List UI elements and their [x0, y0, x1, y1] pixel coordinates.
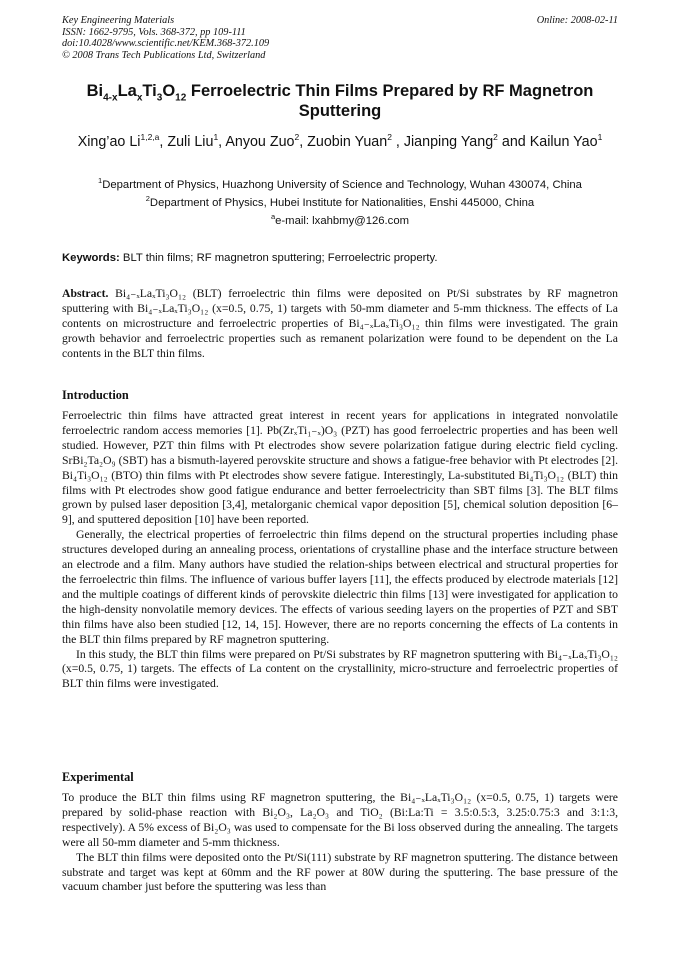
author: Anyou Zuo — [225, 134, 295, 150]
journal-header — [62, 15, 618, 61]
section-heading-experimental: Experimental — [62, 770, 134, 784]
author: Jianping Yang — [403, 134, 494, 150]
affiliation-2: $^2$Department of Physics, Hubei Institute for Nationalities, Enshi 445000, China — [145, 194, 535, 209]
journal-name: Key Engineering Materials — [62, 15, 175, 26]
paragraph: To produce the BLT thin films using RF magnetron sputtering, the Bi₄₋ₓLaₓTi₃O₁₂ (x=0.5, 0.75, 1) targets were prepared by solid-phase reaction with Bi₂O₃, La₂O₃ and TiO₂ (Bi:La:Ti = 3.5:0.5:3, 3.25:0.75:3 and 3:1:3, respectively). A 5% excess of Bi₂O₃ was used to compensate for the Bi loss observed during the annealing. The targets were all 50-mm diameter and 5-mm thickness. — [62, 791, 618, 849]
introduction-body — [62, 409, 618, 692]
author: Xing’ao Li — [77, 134, 141, 150]
abstract — [62, 287, 618, 362]
paper-title: $Bi_{4-x}La_xTi_3O_{12}$ Ferroelectric Thin Films Prepared by RF Magnetron Sputtering — [86, 82, 594, 120]
paragraph: The BLT thin films were deposited onto the Pt/Si(111) substrate by RF magnetron sputtering. The distance between substrate and target was kept at 60mm and the RF power at 80W during the sputtering. The base pressure of the vacuum chamber just before the sputtering was less than — [62, 850, 618, 894]
paragraph: In this study, the BLT thin films were prepared on Pt/Si substrates by RF magnetron sputtering with Bi₄₋ₓLaₓTi₃O₁₂ (x=0.5, 0.75, 1) targets. The effects of La content on the crystallinity, micro-structure and ferroelectric properties of BLT thin films were investigated. — [62, 647, 618, 691]
author-list: Xing’ao Li$^{1,2,a}$, Zuli Liu$^1$, Anyou Zuo$^2$, Zuobin Yuan$^2$ , Jianping Yang$^2$ and Kailun Yao$^1$ — [77, 132, 603, 150]
issn-line: ISSN: 1662-9795, Vols. 368-372, pp 109-111 — [62, 26, 246, 38]
author: Zuli Liu — [167, 134, 214, 150]
experimental-body — [62, 791, 618, 895]
author: Zuobin Yuan — [307, 134, 388, 150]
keywords-label: Keywords: — [62, 252, 120, 264]
abstract-text: Bi₄₋ₓLaₓTi₃O₁₂ (BLT) ferroelectric thin films were deposited on Pt/Si substrates by RF magnetron sputtering with Bi₄₋ₓLaₓTi₃O₁₂ (x=0.5, 0.75, 1) targets with 50-mm diameter and 5-mm thickness. The effects of La contents on microstructure and ferroelectric properties of Bi₄₋ₓLaₓTi₃O₁₂ thin films were investigated. The grain growth behavior and ferroelectric properties such as remanent polarization were found to be dependent on the La contents in the BLT thin films. — [62, 287, 618, 360]
online-date: Online: 2008-02-11 — [536, 15, 618, 26]
keywords-text: BLT thin films; RF magnetron sputtering; Ferroelectric property. — [119, 252, 438, 264]
doi-line: doi:10.4028/www.scientific.net/KEM.368-372.109 — [62, 38, 270, 50]
paragraph: Ferroelectric thin films have attracted great interest in recent years for applications in integrated nonvolatile ferroelectric random access memories [1]. Pb(ZrₓTi₁₋ₓ)O₃ (PZT) has good ferroelectric properties and has been well studied. However, PZT thin films with Pt electrodes show severe polarization fatigue during electric field cycling. SrBi₂Ta₂O₉ (SBT) has a bismuth-layered perovskite structure and shows a fatigue-free behavior with Pt electrodes [2]. Bi₄Ti₃O₁₂ (BTO) thin films with Pt electrodes show severe fatigue. Interestingly, La-substituted Bi₄Ti₃O₁₂ (BLT) thin films with Pt electrodes show good fatigue endurance and better ferroelectricity than SBT films [3]. The BLT films grown by pulsed laser deposition [3,4], metalorganic chemical vapor deposition [5], chemical solution deposition [6–9], and sputtered deposition [10] have been reported. — [62, 409, 618, 527]
copyright-line: © 2008 Trans Tech Publications Ltd, Switzerland — [62, 49, 266, 61]
keywords — [62, 251, 618, 265]
paragraph: Generally, the electrical properties of ferroelectric thin films depend on the structural properties including phase structures developed during an annealing process, orientations of crystalline phase and the interface structure between an electrode and a film. Many authors have studied the relation-ships between electrical and structural properties for the ferroelectric thin films. The influence of various buffer layers [11], the effects produced by electrode materials [12] and the multiple coatings of different kinds of perovskite dielectric thin films [13] were investigated for application to the high-density nonvolatile memory devices. The effects of various seeding layers on the properties of PZT and SBT thin films have also been studied [12, 14, 15]. However, there are no reports concerning the effects of La contents in the BLT thin films prepared by RF magnetron sputtering. — [62, 528, 618, 646]
affiliation-1: $^1$Department of Physics, Huazhong University of Science and Technology, Wuhan 430074, China — [98, 176, 582, 191]
author: Kailun Yao — [529, 134, 598, 150]
email-line: $^a$e-mail: lxahbmy@126.com — [270, 212, 410, 227]
section-heading-introduction: Introduction — [62, 388, 129, 402]
abstract-label: Abstract. — [62, 287, 109, 300]
